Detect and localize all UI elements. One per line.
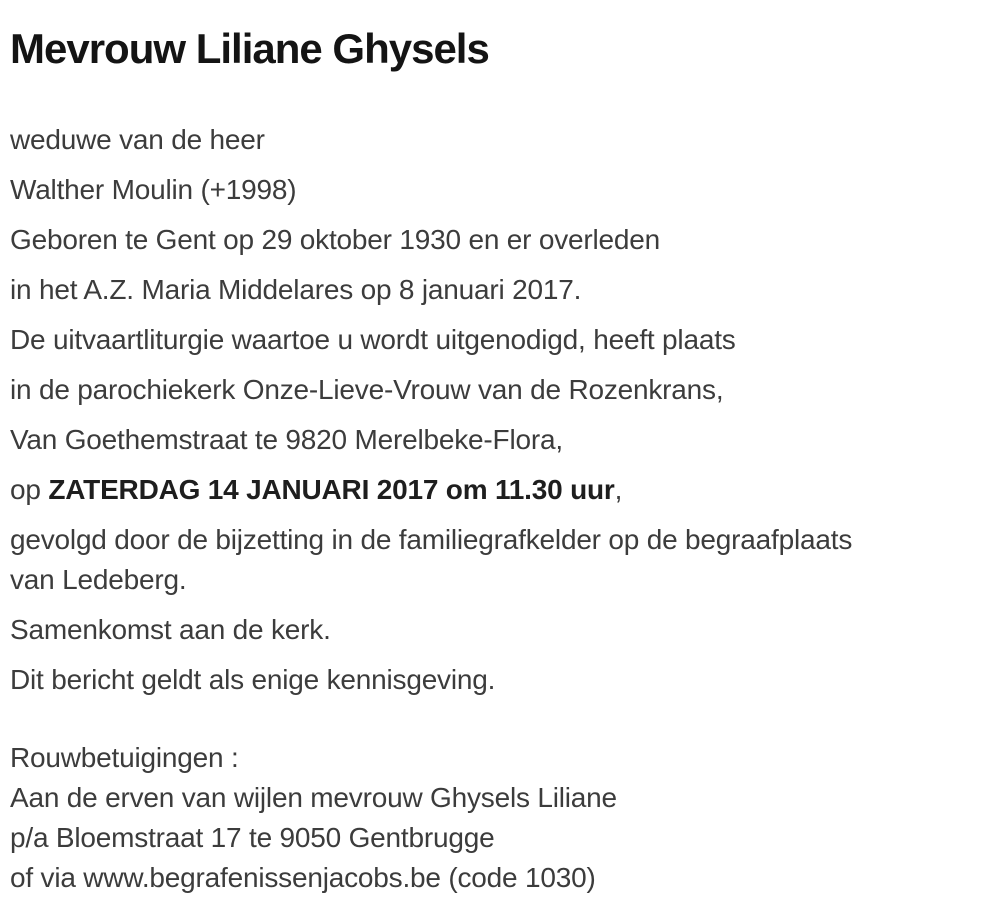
line-liturgy-invite: De uitvaartliturgie waartoe u wordt uitgenodigd, heeft plaats <box>10 324 736 355</box>
line-church-address: Van Goethemstraat te 9820 Merelbeke-Flora, <box>10 424 563 455</box>
datetime-prefix: op <box>10 474 49 505</box>
line-burial-1: gevolgd door de bijzetting in de familiegrafkelder op de begraafplaats <box>10 524 853 555</box>
condolences-postal-address: p/a Bloemstraat 17 te 9050 Gentbrugge <box>10 822 495 853</box>
line-gathering: Samenkomst aan de kerk. <box>10 614 331 645</box>
condolences-block <box>10 738 990 898</box>
deceased-name-title: Mevrouw Liliane Ghysels <box>10 25 489 72</box>
line-only-notification: Dit bericht geldt als enige kennisgeving. <box>10 664 496 695</box>
line-widow-of: weduwe van de heer <box>10 124 265 155</box>
datetime-bold: ZATERDAG 14 JANUARI 2017 om 11.30 uur <box>48 474 615 505</box>
line-church: in de parochiekerk Onze-Lieve-Vrouw van de Rozenkrans, <box>10 374 724 405</box>
condolences-heading: Rouwbetuigingen : <box>10 742 239 773</box>
line-ceremony-datetime <box>10 470 990 510</box>
line-spouse-name: Walther Moulin (+1998) <box>10 174 297 205</box>
condolences-addressee: Aan de erven van wijlen mevrouw Ghysels Liliane <box>10 782 617 813</box>
line-died: in het A.Z. Maria Middelares op 8 januari 2017. <box>10 274 582 305</box>
line-born: Geboren te Gent op 29 oktober 1930 en er overleden <box>10 224 661 255</box>
condolences-website: of via www.begrafenissenjacobs.be (code 1030) <box>10 862 596 893</box>
line-burial-2: van Ledeberg. <box>10 564 187 595</box>
datetime-suffix: , <box>614 474 623 505</box>
